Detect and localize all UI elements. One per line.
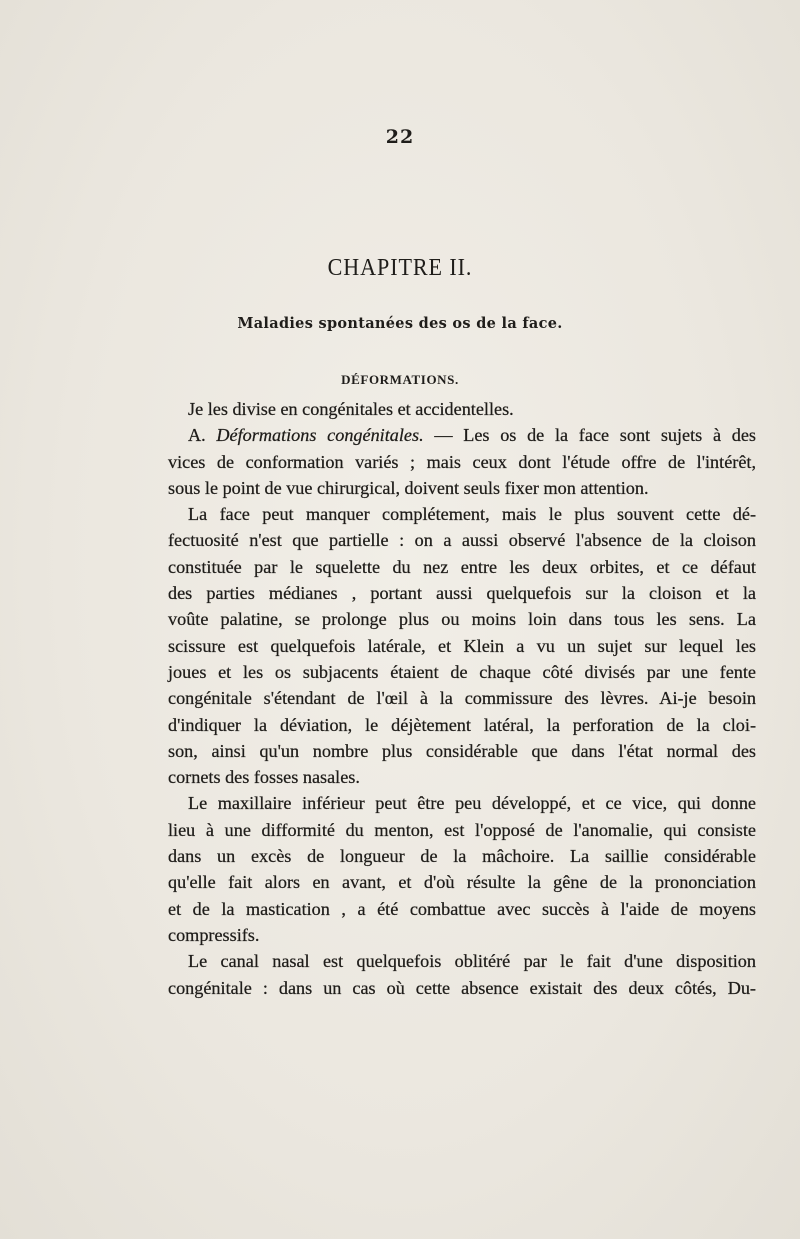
text-line: cornets des fosses nasales. [168, 767, 360, 788]
text-line: congénitale : dans un cas où cette absence existait des deux côtés, Du- [168, 977, 756, 998]
chapter-subtitle: Maladies spontanées des os de la face. [237, 315, 563, 332]
text-line: fectuosité n'est que partielle : on a aussi observé l'absence de la cloison [168, 530, 756, 551]
text-lines [168, 396, 756, 1001]
chapter-title: CHAPITRE II. [327, 255, 473, 281]
text-line: Le maxillaire inférieur peut être peu développé, et ce vice, qui donne [188, 793, 756, 814]
text-line: Je les divise en congénitales et accidentelles. [188, 399, 514, 419]
text-line: des parties médianes , portant aussi quelquefois sur la cloison et la [168, 583, 756, 604]
text-line: qu'elle fait alors en avant, et d'où résulte la gêne de la prononciation [168, 872, 756, 893]
page-number: 22 [385, 126, 415, 148]
text-line: vices de conformation variés ; mais ceux dont l'étude offre de l'intérêt, [168, 451, 756, 472]
text-line: constituée par le squelette du nez entre les deux orbites, et ce défaut [168, 556, 756, 577]
text-line: lieu à une difformité du menton, est l'opposé de l'anomalie, qui consiste [168, 819, 756, 840]
text-line: compressifs. [168, 924, 260, 945]
text-line: dans un excès de longueur de la mâchoire. La saillie considérable [168, 846, 756, 867]
text-line: d'indiquer la déviation, le déjètement latéral, la perforation de la cloi- [168, 714, 756, 735]
text-line: voûte palatine, se prolonge plus ou moins loin dans tous les sens. La [168, 609, 756, 630]
text-line: son, ainsi qu'un nombre plus considérable que dans l'état normal des [168, 740, 756, 761]
text-line: congénitale s'étendant de l'œil à la commissure des lèvres. Ai-je besoin [168, 688, 756, 709]
text-line: Le canal nasal est quelquefois oblitéré par le fait d'une disposition [188, 951, 756, 972]
text-line: joues et les os subjacents étaient de chaque côté divisés par une fente [168, 661, 756, 682]
text-line: et de la mastication , a été combattue avec succès à l'aide de moyens [168, 898, 756, 919]
body-text [168, 396, 756, 1001]
section-heading: DÉFORMATIONS. [341, 372, 459, 387]
text-line: La face peut manquer complétement, mais le plus souvent cette dé- [188, 504, 756, 525]
text-line: scissure est quelquefois latérale, et Klein a vu un sujet sur lequel les [168, 635, 756, 656]
text-line: sous le point de vue chirurgical, doivent seuls fixer mon attention. [168, 477, 649, 498]
text-line: A. Déformations congénitales. — Les os de la face sont sujets à des [188, 425, 756, 446]
